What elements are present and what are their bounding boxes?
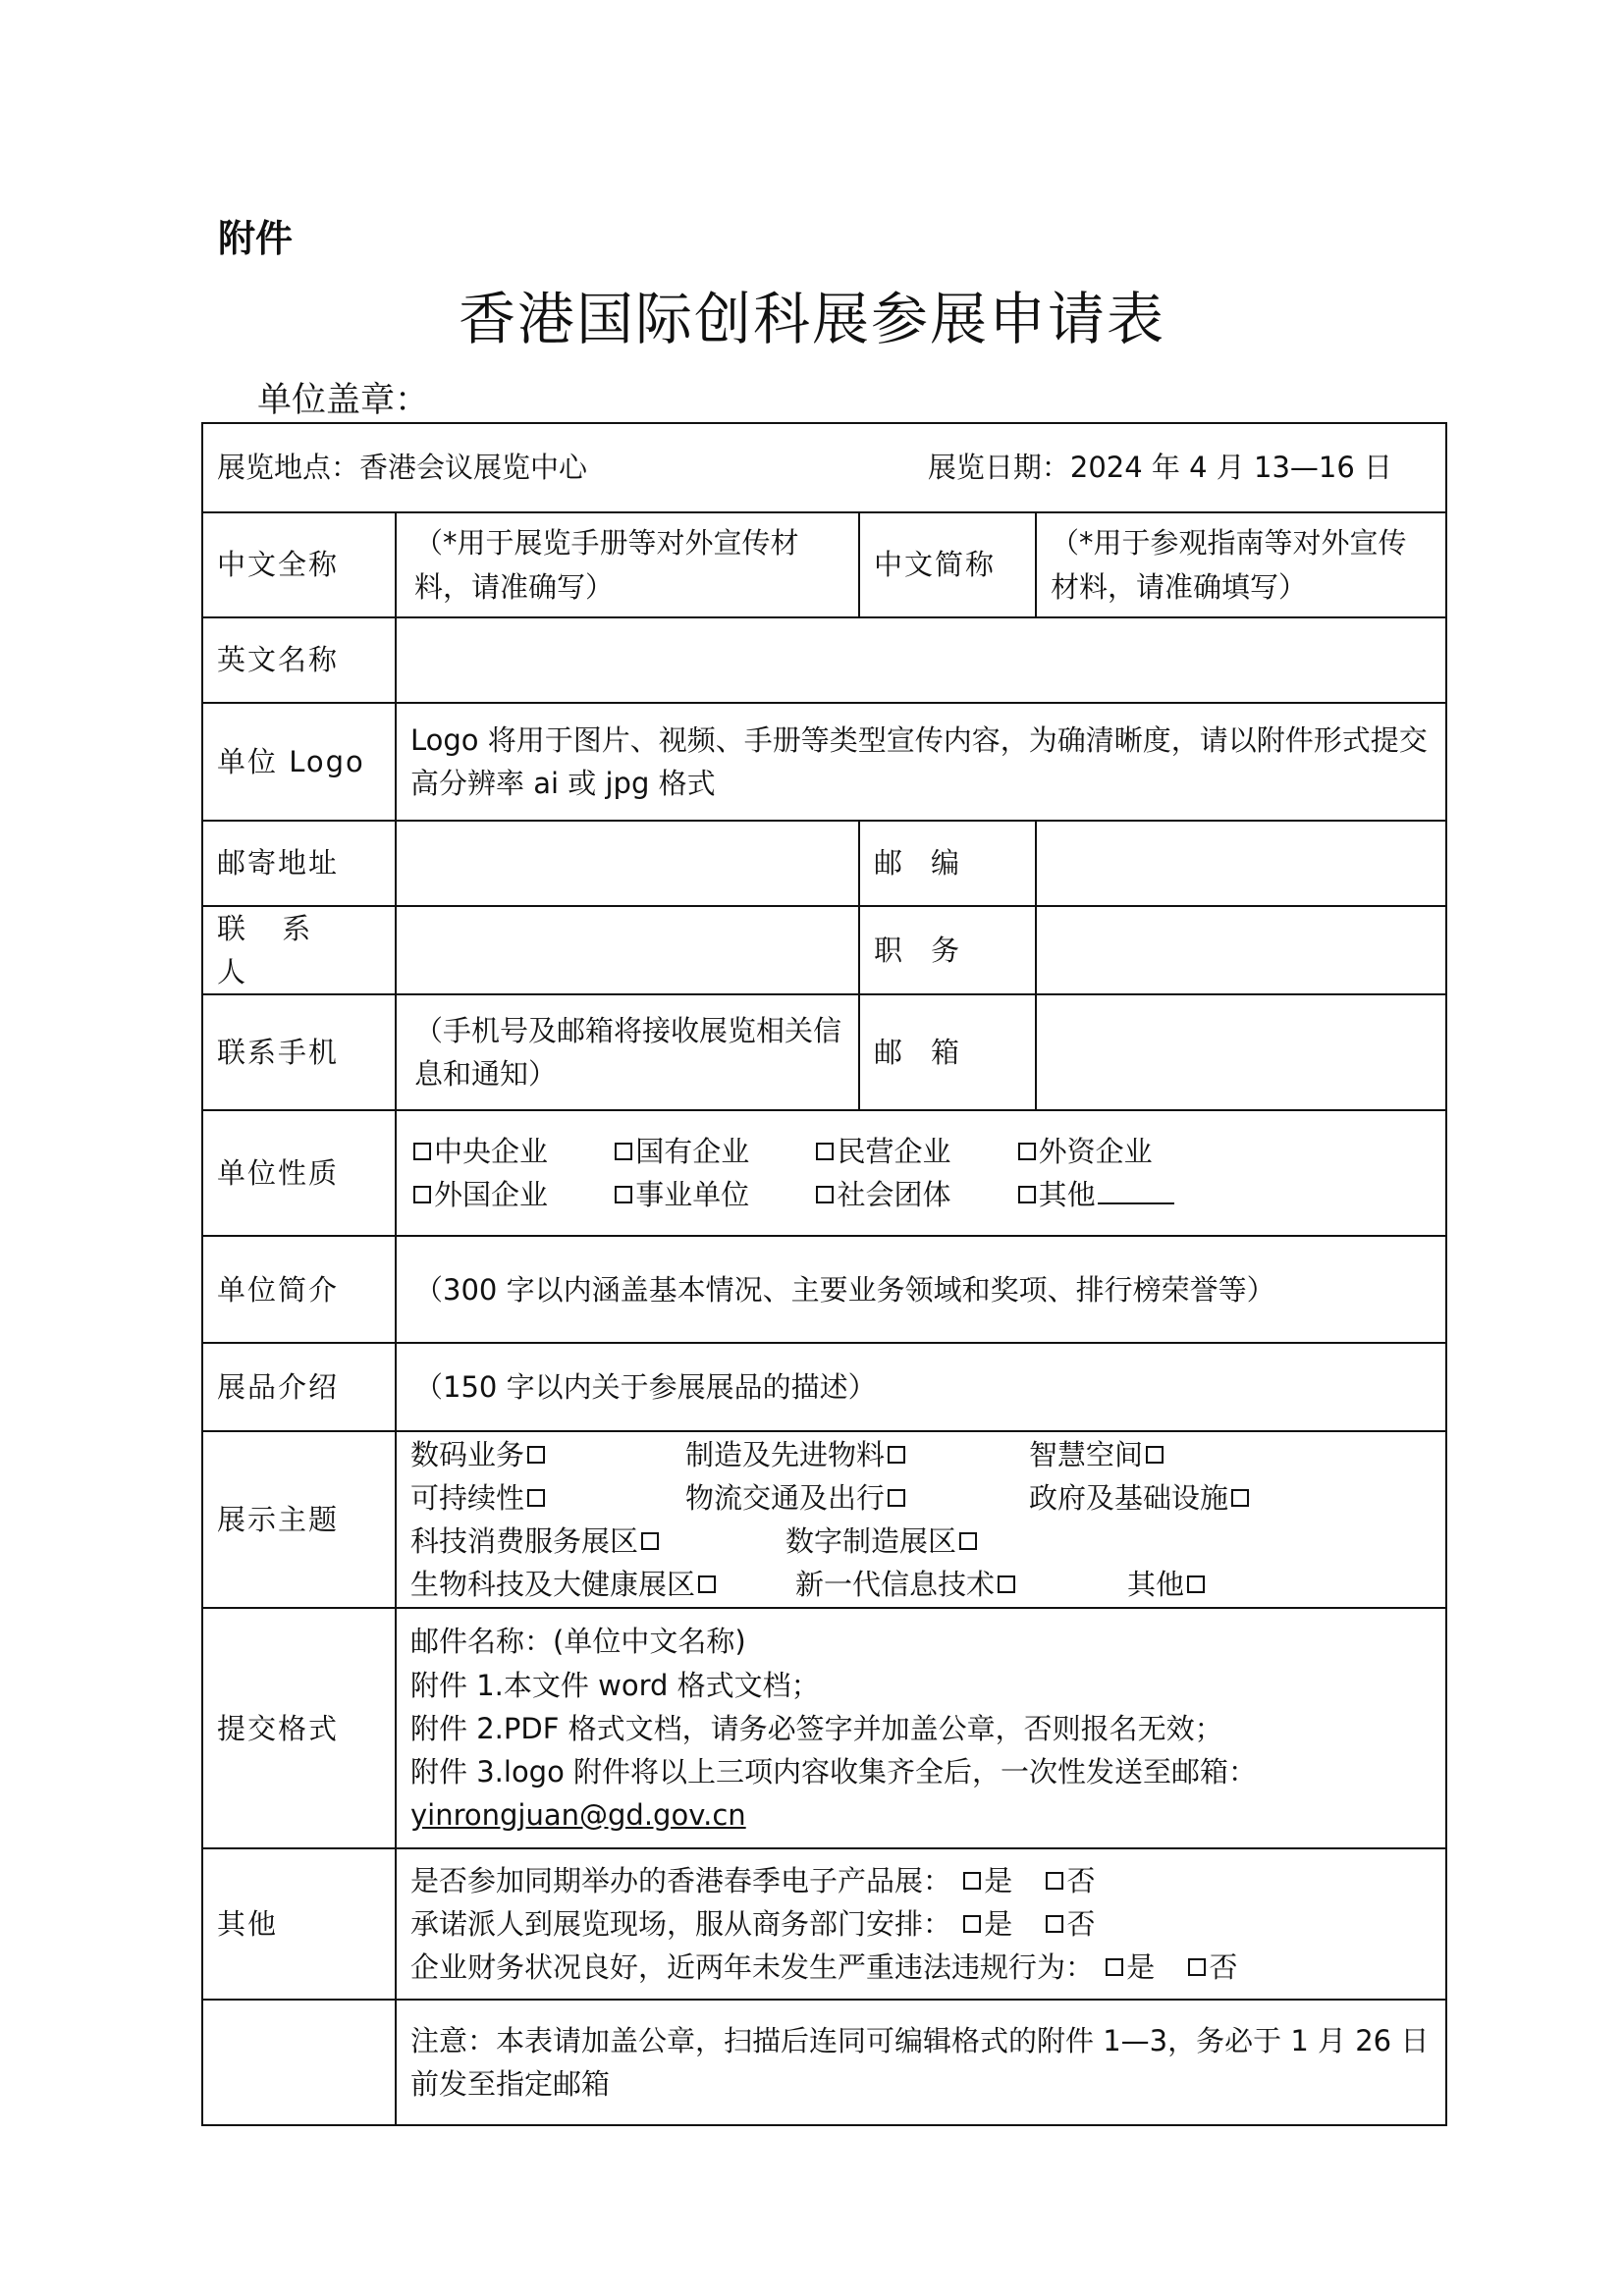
address-field[interactable] <box>396 821 859 906</box>
yes-option[interactable]: 是 <box>960 1864 1012 1897</box>
checkbox[interactable] <box>615 1143 632 1160</box>
theme-option[interactable]: 数码业务 <box>410 1433 685 1476</box>
other-questions <box>396 1848 1446 2000</box>
submit-line: 附件 1.本文件 word 格式文档； <box>410 1668 820 1702</box>
address-row <box>202 821 1446 906</box>
exhibition-info <box>202 423 1446 512</box>
products-row <box>202 1343 1446 1431</box>
checkbox[interactable] <box>1231 1489 1249 1507</box>
attachment-label: 附件 <box>218 217 294 260</box>
other-row <box>202 1848 1446 2000</box>
nature-option[interactable]: 外国企业 <box>410 1173 603 1216</box>
yes-option[interactable]: 是 <box>960 1907 1012 1941</box>
nature-option[interactable]: 事业单位 <box>612 1173 804 1216</box>
no-option[interactable]: 否 <box>1043 1864 1095 1897</box>
name-row <box>202 512 1446 617</box>
cn-short-name-label: 中文简称 <box>859 512 1036 617</box>
nature-option[interactable]: 社会团体 <box>813 1173 1005 1216</box>
logo-field[interactable] <box>396 703 1446 821</box>
submit-email-link[interactable]: yinrongjuan@gd.gov.cn <box>410 1797 746 1832</box>
themes-line-3 <box>410 1520 1432 1563</box>
theme-option[interactable]: 制造及先进物料 <box>685 1433 1029 1476</box>
address-label: 邮寄地址 <box>202 821 396 906</box>
checkbox[interactable] <box>1187 1575 1205 1593</box>
themes-row <box>202 1431 1446 1608</box>
themes-label: 展示主题 <box>202 1431 396 1608</box>
nature-row <box>202 1110 1446 1236</box>
nature-option[interactable]: 中央企业 <box>410 1130 603 1173</box>
note-cell <box>396 2000 1446 2125</box>
checkbox[interactable] <box>1046 1872 1063 1890</box>
exhibition-row <box>202 423 1446 512</box>
theme-option[interactable]: 数字制造展区 <box>785 1520 980 1563</box>
exhibition-venue: 展览地点：香港会议展览中心 <box>217 451 588 485</box>
no-option[interactable]: 否 <box>1043 1907 1095 1941</box>
products-field[interactable] <box>396 1343 1446 1431</box>
checkbox[interactable] <box>413 1143 431 1160</box>
mailbox-field[interactable] <box>1036 994 1446 1110</box>
theme-option[interactable]: 政府及基础设施 <box>1029 1476 1252 1520</box>
logo-hint: Logo 将用于图片、视频、手册等类型宣传内容，为确清晰度，请以附件形式提交高分辨率 ai 或 jpg 格式 <box>410 722 1428 800</box>
position-label: 职 务 <box>859 906 1036 994</box>
other-label: 其他 <box>202 1848 396 2000</box>
logo-label: 单位 Logo <box>202 703 396 821</box>
phone-label: 联系手机 <box>202 994 396 1110</box>
nature-options <box>396 1110 1446 1236</box>
themes-line-2 <box>410 1476 1432 1520</box>
nature-option[interactable]: 民营企业 <box>813 1130 1005 1173</box>
postcode-label: 邮 编 <box>859 821 1036 906</box>
checkbox[interactable] <box>1018 1186 1036 1203</box>
intro-row <box>202 1236 1446 1343</box>
other-question: 企业财务状况良好，近两年未发生严重违法违规行为： 是 否 <box>410 1950 1238 1985</box>
themes-line-4 <box>410 1563 1432 1606</box>
checkbox[interactable] <box>641 1532 659 1550</box>
checkbox[interactable] <box>816 1186 834 1203</box>
cn-short-name-hint: （*用于参观指南等对外宣传材料，请准确填写） <box>1051 526 1407 604</box>
other-blank[interactable] <box>1098 1181 1174 1204</box>
submit-line: 附件 3.logo 附件将以上三项内容收集齐全后，一次性发送至邮箱： <box>410 1754 1258 1789</box>
en-name-row <box>202 617 1446 703</box>
checkbox[interactable] <box>959 1532 977 1550</box>
theme-option[interactable]: 新一代信息技术 <box>795 1563 1127 1606</box>
themes-options <box>396 1431 1446 1608</box>
nature-option[interactable]: 其他 <box>1015 1173 1208 1216</box>
en-name-label: 英文名称 <box>202 617 396 703</box>
theme-option[interactable]: 科技消费服务展区 <box>410 1520 785 1563</box>
contact-row <box>202 906 1446 994</box>
theme-option[interactable]: 物流交通及出行 <box>685 1476 1029 1520</box>
phone-row <box>202 994 1446 1110</box>
other-question: 承诺派人到展览现场，服从商务部门安排： 是 否 <box>410 1907 1096 1942</box>
page-title: 香港国际创科展参展申请表 <box>458 286 1165 352</box>
mailbox-label: 邮 箱 <box>859 994 1036 1110</box>
note-label-cell <box>202 2000 396 2125</box>
position-field[interactable] <box>1036 906 1446 994</box>
intro-hint: （300 字以内涵盖基本情况、主要业务领域和奖项、排行榜荣誉等） <box>414 1272 1275 1307</box>
yes-option[interactable]: 是 <box>1103 1950 1155 1984</box>
intro-field[interactable] <box>396 1236 1446 1343</box>
checkbox[interactable] <box>615 1186 632 1203</box>
checkbox[interactable] <box>998 1575 1015 1593</box>
application-form <box>201 422 1447 2126</box>
phone-hint: （手机号及邮箱将接收展览相关信息和通知） <box>414 1014 842 1092</box>
theme-option[interactable]: 生物科技及大健康展区 <box>410 1563 795 1606</box>
contact-label: 联 系 人 <box>202 906 396 994</box>
phone-field[interactable] <box>396 994 859 1110</box>
checkbox[interactable] <box>698 1575 716 1593</box>
no-option[interactable]: 否 <box>1185 1950 1237 1984</box>
note-text: 注意：本表请加盖公章，扫描后连同可编辑格式的附件 1—3，务必于 1 月 26 日前发至指定邮箱 <box>410 2024 1430 2102</box>
checkbox[interactable] <box>963 1872 981 1890</box>
checkbox[interactable] <box>816 1143 834 1160</box>
nature-label: 单位性质 <box>202 1110 396 1236</box>
nature-option[interactable]: 国有企业 <box>612 1130 804 1173</box>
checkbox[interactable] <box>413 1186 431 1203</box>
checkbox[interactable] <box>1188 1958 1206 1976</box>
intro-label: 单位简介 <box>202 1236 396 1343</box>
note-row <box>202 2000 1446 2125</box>
checkbox[interactable] <box>963 1915 981 1933</box>
en-name-field[interactable] <box>396 617 1446 703</box>
submit-line: 邮件名称：(单位中文名称) <box>410 1625 746 1659</box>
contact-field[interactable] <box>396 906 859 994</box>
postcode-field[interactable] <box>1036 821 1446 906</box>
checkbox[interactable] <box>527 1446 545 1464</box>
submit-row <box>202 1608 1446 1848</box>
products-label: 展品介绍 <box>202 1343 396 1431</box>
nature-option[interactable]: 外资企业 <box>1015 1130 1208 1173</box>
themes-line-1 <box>410 1433 1432 1476</box>
theme-option[interactable]: 可持续性 <box>410 1476 685 1520</box>
cn-full-name-hint: （*用于展览手册等对外宣传材料，请准确写） <box>414 526 799 604</box>
cn-full-name-label: 中文全称 <box>202 512 396 617</box>
other-question: 是否参加同期举办的香港春季电子产品展： 是 否 <box>410 1864 1096 1898</box>
nature-options-row-1 <box>410 1130 1432 1173</box>
submit-line: 附件 2.PDF 格式文档，请务必签字并加盖公章，否则报名无效； <box>410 1711 1223 1745</box>
checkbox[interactable] <box>1018 1143 1036 1160</box>
exhibition-date: 展览日期：2024 年 4 月 13—16 日 <box>927 451 1393 485</box>
stamp-label: 单位盖章： <box>257 381 430 420</box>
checkbox[interactable] <box>1046 1915 1063 1933</box>
cn-full-name-field[interactable] <box>396 512 859 617</box>
theme-option[interactable]: 智慧空间 <box>1029 1433 1166 1476</box>
checkbox[interactable] <box>888 1489 905 1507</box>
theme-option[interactable]: 其他 <box>1127 1563 1208 1606</box>
cn-short-name-field[interactable] <box>1036 512 1446 617</box>
checkbox[interactable] <box>527 1489 545 1507</box>
checkbox[interactable] <box>888 1446 905 1464</box>
submit-info <box>396 1608 1446 1848</box>
checkbox[interactable] <box>1146 1446 1164 1464</box>
nature-options-row-2 <box>410 1173 1432 1216</box>
submit-label: 提交格式 <box>202 1608 396 1848</box>
products-hint: （150 字以内关于参展展品的描述） <box>414 1370 877 1405</box>
checkbox[interactable] <box>1106 1958 1123 1976</box>
logo-row <box>202 703 1446 821</box>
